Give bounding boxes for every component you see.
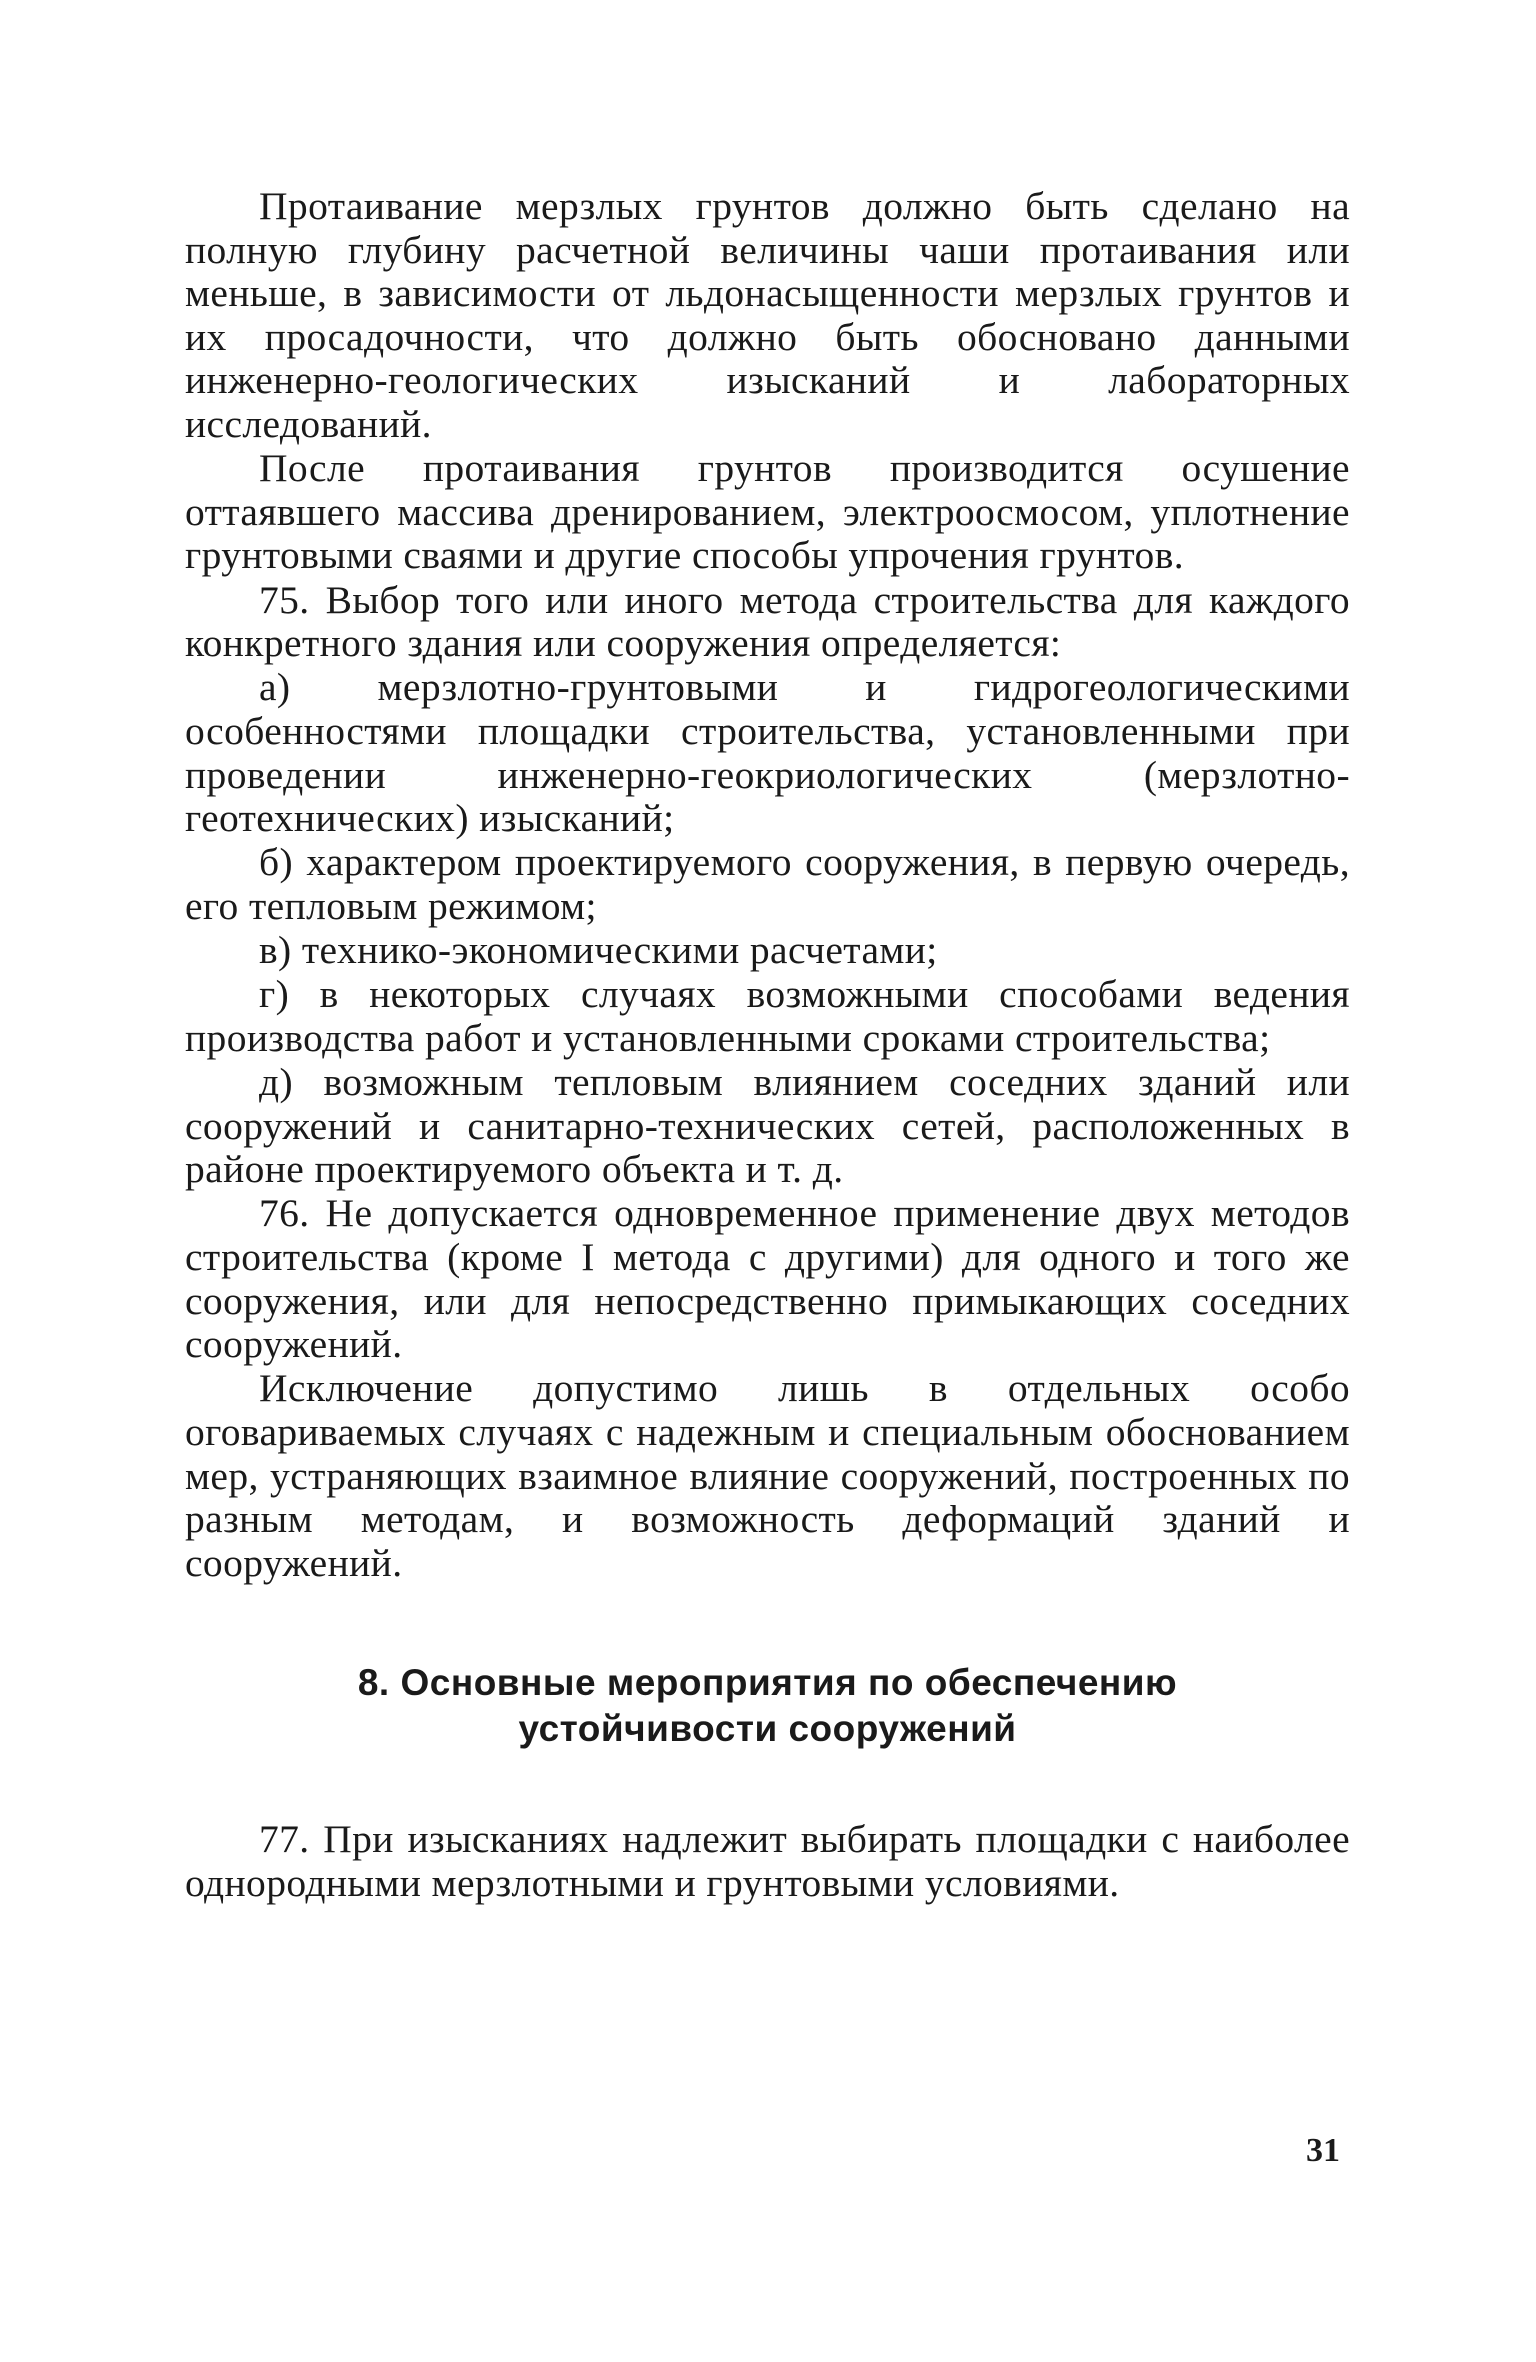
paragraph-thawing-depth: Протаивание мерзлых грунтов должно быть сделано на полную глубину расчетной величины чаши протаивания или меньше, в зависимости от льдонасыщенности мерзлых грунтов и их просадочности, что должно быть обосновано данными инженерно-геологических изысканий и лабораторных исследований.	[185, 184, 1350, 446]
section-heading-line-2: устойчивости сооружений	[518, 1708, 1017, 1750]
section-heading	[185, 1660, 1350, 1752]
paragraph-exception: Исключение допустимо лишь в отдельных особо оговариваемых случаях с надежным и специальным обоснованием мер, устраняющих взаимное влияние сооружений, построенных по разным методам, и возможность деформаций зданий и сооружений.	[185, 1366, 1350, 1585]
paragraph-item-76: 76. Не допускается одновременное применение двух методов строительства (кроме I метода с другими) для одного и того же сооружения, или для непосредственно примыкающих соседних сооружений.	[185, 1191, 1350, 1367]
paragraph-item-77: 77. При изысканиях надлежит выбирать площадки с наиболее однородными мерзлотными и грунтовыми условиями.	[185, 1817, 1350, 1905]
page-number: 31	[1306, 2132, 1340, 2169]
paragraph-item-75: 75. Выбор того или иного метода строительства для каждого конкретного здания или сооружения определяется:	[185, 577, 1350, 666]
document-page	[185, 185, 1350, 1906]
list-item-b: б) характером проектируемого сооружения, в первую очередь, его тепловым режимом;	[185, 840, 1350, 928]
paragraph-after-thawing: После протаивания грунтов производится осушение оттаявшего массива дренированием, электроосмосом, уплотнение грунтовыми сваями и другие способы упрочения грунтов.	[185, 446, 1350, 578]
list-item-a: а) мерзлотно-грунтовыми и гидрогеологическими особенностями площадки строительства, установленными при проведении инженерно-геокриологических (мерзлотно-геотехнических) изысканий;	[185, 665, 1350, 841]
list-item-v: в) технико-экономическими расчетами;	[259, 928, 938, 973]
list-item-g: г) в некоторых случаях возможными способами ведения производства работ и установленными сроками строительства;	[185, 972, 1350, 1060]
section-heading-line-1: 8. Основные мероприятия по обеспечению	[357, 1662, 1178, 1704]
list-item-d: д) возможным тепловым влиянием соседних зданий или сооружений и санитарно-технических сетей, расположенных в районе проектируемого объекта и т. д.	[185, 1060, 1350, 1192]
